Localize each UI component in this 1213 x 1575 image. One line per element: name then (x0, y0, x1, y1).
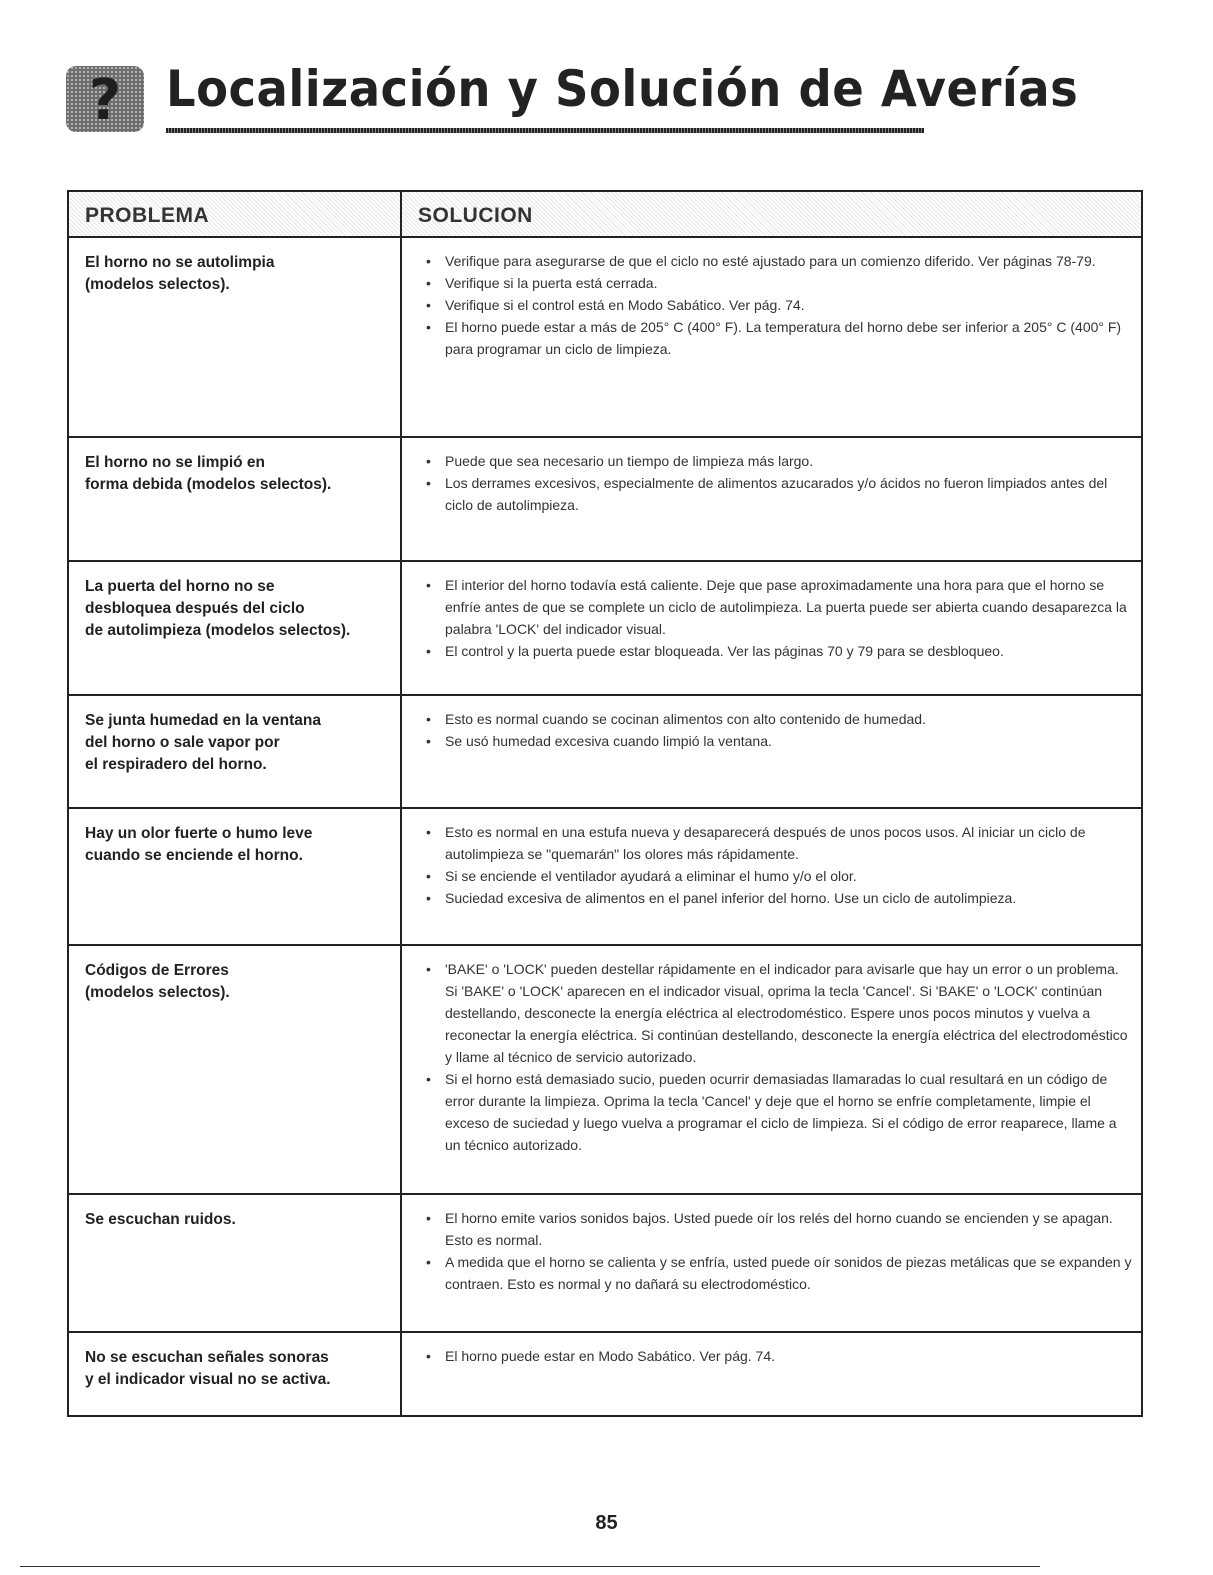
solution-bullet: • El interior del horno todavía está caliente. Deje que pase aproximadamente una hora para que el horno se enfríe antes de que se complete un ciclo de autolimpieza. La puerta puede ser abierta cuando desaparezca la palabra 'LOCK' del indicador visual. (426, 574, 1133, 640)
solution-bullet: • Si el horno está demasiado sucio, pueden ocurrir demasiadas llamaradas lo cual resultará en un código de error durante la limpieza. Oprima la tecla 'Cancel' y deje que el horno se enfríe completamente, limpie el exceso de suciedad y luego vuelva a programar el ciclo de limpieza. Si el código de error reaparece, llame a un técnico autorizado. (426, 1068, 1133, 1156)
solution-bullet: • Los derrames excesivos, especialmente de alimentos azucarados y/o ácidos no fueron limpiados antes del ciclo de autolimpieza. (426, 472, 1133, 516)
solution-cell (402, 238, 1141, 436)
table-row (69, 238, 1141, 438)
problem-cell: El horno no se limpió en forma debida (modelos selectos). (69, 438, 402, 560)
column-header-problem: PROBLEMA (69, 192, 402, 236)
title-underline (166, 128, 924, 133)
solution-bullet: • Se usó humedad excesiva cuando limpió la ventana. (426, 730, 1133, 752)
solution-bullet: • Verifique si el control está en Modo Sabático. Ver pág. 74. (426, 294, 1133, 316)
solution-bullet: • Si se enciende el ventilador ayudará a eliminar el humo y/o el olor. (426, 865, 1133, 887)
solution-bullet: • Verifique si la puerta está cerrada. (426, 272, 1133, 294)
solution-cell (402, 438, 1141, 560)
column-header-solution: SOLUCION (418, 204, 533, 227)
solution-bullet: • Verifique para asegurarse de que el ciclo no esté ajustado para un comienzo diferido. Ver páginas 78-79. (426, 250, 1133, 272)
table-row (69, 696, 1141, 809)
footer-rule (20, 1566, 1040, 1567)
solution-cell (402, 809, 1141, 944)
problem-cell: No se escuchan señales sonoras y el indicador visual no se activa. (69, 1333, 402, 1415)
problem-cell: La puerta del horno no se desbloquea después del ciclo de autolimpieza (modelos selectos). (69, 562, 402, 694)
solution-bullet: • Esto es normal cuando se cocinan alimentos con alto contenido de humedad. (426, 708, 1133, 730)
page-header (66, 58, 1079, 138)
solution-bullet: • El horno emite varios sonidos bajos. Usted puede oír los relés del horno cuando se encienden y se apagan. Esto es normal. (426, 1207, 1133, 1251)
solution-bullet: • Suciedad excesiva de alimentos en el panel inferior del horno. Use un ciclo de autolimpieza. (426, 887, 1133, 909)
problem-cell: El horno no se autolimpia (modelos selectos). (69, 238, 402, 436)
troubleshooting-table (67, 190, 1143, 1417)
table-row (69, 438, 1141, 562)
solution-bullet: • Puede que sea necesario un tiempo de limpieza más largo. (426, 450, 1133, 472)
table-header (69, 192, 1141, 238)
table-row (69, 946, 1141, 1195)
table-row (69, 1195, 1141, 1333)
solution-bullet: • Esto es normal en una estufa nueva y desaparecerá después de unos pocos usos. Al iniciar un ciclo de autolimpieza se "quemarán" los olores más rápidamente. (426, 821, 1133, 865)
solution-bullet: • El horno puede estar en Modo Sabático. Ver pág. 74. (426, 1345, 1133, 1367)
page-number: 85 (595, 1512, 618, 1534)
table-body (69, 238, 1141, 1415)
page-title: Localización y Solución de Averías (166, 60, 1079, 118)
table-row (69, 1333, 1141, 1415)
solution-bullet: • 'BAKE' o 'LOCK' pueden destellar rápidamente en el indicador para avisarle que hay un error o un problema. Si 'BAKE' o 'LOCK' aparecen en el indicador visual, oprima la tecla 'Cancel'. Si 'BAKE' o 'LOCK' continúan destellando, desconecte la energía eléctrica al electrodoméstico. Espere unos pocos minutos y vuelva a reconectar la energía eléctrica. Si continúan destellando, desconecte la energía eléctrica del electrodoméstico y llame al técnico de servicio autorizado. (426, 958, 1133, 1068)
solution-bullet: • A medida que el horno se calienta y se enfría, usted puede oír sonidos de piezas metálicas que se expanden y contraen. Esto es normal y no dañará su electrodoméstico. (426, 1251, 1133, 1295)
solution-cell (402, 1195, 1141, 1331)
problem-cell: Se escuchan ruidos. (69, 1195, 402, 1331)
table-row (69, 562, 1141, 696)
problem-cell: Se junta humedad en la ventana del horno o sale vapor por el respiradero del horno. (69, 696, 402, 807)
problem-cell: Hay un olor fuerte o humo leve cuando se enciende el horno. (69, 809, 402, 944)
solution-bullet: • El control y la puerta puede estar bloqueada. Ver las páginas 70 y 79 para se desbloqueo. (426, 640, 1133, 662)
problem-cell: Códigos de Errores (modelos selectos). (69, 946, 402, 1193)
solution-cell (402, 1333, 1141, 1415)
question-mark-icon: ? (66, 66, 144, 132)
solution-cell (402, 562, 1141, 694)
solution-bullet: • El horno puede estar a más de 205° C (400° F). La temperatura del horno debe ser inferior a 205° C (400° F) para programar un ciclo de limpieza. (426, 316, 1133, 360)
solution-cell (402, 946, 1141, 1193)
solution-cell (402, 696, 1141, 807)
table-row (69, 809, 1141, 946)
